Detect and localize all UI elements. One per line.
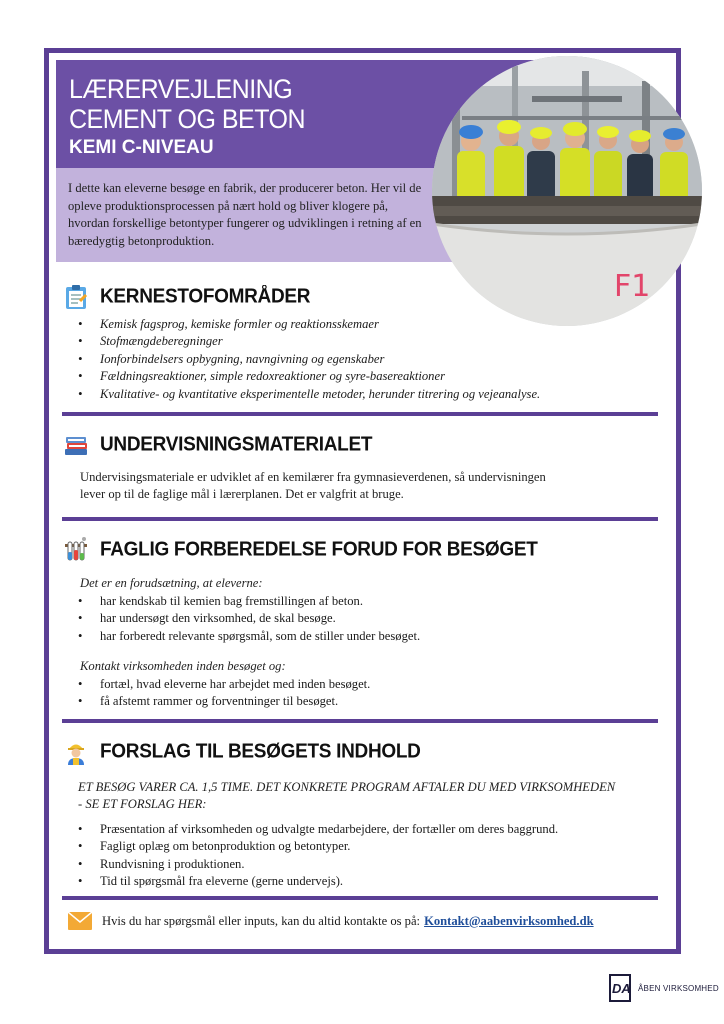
section-title: FAGLIG FORBEREDELSE FORUD FOR BESØGET bbox=[100, 538, 538, 561]
list-item: • Fældningsreaktioner, simple redoxreaktioner og syre-basereaktioner bbox=[78, 368, 540, 385]
section-title: FORSLAG TIL BESØGETS INDHOLD bbox=[100, 740, 421, 763]
section-divider bbox=[62, 896, 658, 900]
section-header-materiale bbox=[62, 430, 372, 460]
list-item: • Kemisk fagsprog, kemiske formler og reaktionsskemaer bbox=[78, 316, 540, 333]
section-title: UNDERVISNINGSMATERIALET bbox=[100, 433, 373, 456]
forslag-intro-line-2: - SE ET FORSLAG HER: bbox=[78, 797, 207, 811]
logo-mark bbox=[608, 973, 632, 1003]
list-item: • Præsentation af virksomheden og udvalgte medarbejdere, der fortæller om deres baggrund. bbox=[78, 821, 558, 838]
materiale-text-line-2: lever op til de faglige mål i lærerplanen. Det er valgfrit at bruge. bbox=[80, 487, 404, 501]
forberedelse-list-2 bbox=[78, 676, 370, 711]
contact-email-link[interactable]: Kontakt@aabenvirksomhed.dk bbox=[424, 913, 594, 928]
worker-icon bbox=[62, 738, 90, 766]
forslag-intro-line-1: ET BESØG VARER CA. 1,5 TIME. DET KONKRETE PROGRAM AFTALER DU MED VIRKSOMHEDEN bbox=[78, 780, 616, 794]
section-header-kernestof bbox=[62, 282, 310, 312]
logo-name: ÅBEN VIRKSOMHED bbox=[638, 983, 719, 993]
list-item: • Tid til spørgsmål fra eleverne (gerne undervejs). bbox=[78, 873, 558, 890]
factory-visit-image bbox=[432, 56, 702, 326]
clipboard-icon bbox=[62, 283, 90, 311]
subtitle-level: KEMI C-NIVEAU bbox=[69, 137, 214, 158]
section-divider bbox=[62, 517, 658, 521]
list-item: • fortæl, hvad eleverne har arbejdet med inden besøget. bbox=[78, 676, 370, 693]
list-item: • få afstemt rammer og forventninger til besøget. bbox=[78, 693, 370, 710]
factory-photo bbox=[432, 56, 702, 326]
section-divider bbox=[62, 412, 658, 416]
kernestof-list bbox=[78, 316, 540, 403]
section-header-forberedelse bbox=[62, 535, 538, 565]
title-line-1: LÆRERVEJLENING bbox=[69, 74, 293, 105]
list-item: • Stofmængdeberegninger bbox=[78, 333, 540, 350]
books-icon bbox=[62, 431, 90, 459]
list-item: • Kvalitative- og kvantitative eksperimentelle metoder, herunder titrering og vejeanalyse. bbox=[78, 386, 540, 403]
test-tubes-icon bbox=[62, 536, 90, 564]
title-line-2: CEMENT OG BETON bbox=[69, 104, 306, 135]
intro-text: I dette kan eleverne besøge en fabrik, der producerer beton. Her vil de opleve produktionsprocessen på nært hold og bliver klogere på, hvordan forskellige betontyper fungerer og udviklingen i retning af en bæredygtig betonproduktion. bbox=[68, 181, 422, 248]
forberedelse-lead-2: Kontakt virksomheden inden besøget og: bbox=[80, 659, 286, 673]
forslag-list bbox=[78, 821, 558, 891]
materiale-text-line-1: Undervisingsmateriale er udviklet af en kemilærer fra gymnasieverdenen, så undervisningen bbox=[80, 470, 546, 484]
contact-line bbox=[68, 912, 594, 930]
brand-logo bbox=[608, 973, 719, 1003]
section-divider bbox=[62, 719, 658, 723]
section-title: KERNESTOFOMRÅDER bbox=[100, 285, 311, 308]
forberedelse-list-1 bbox=[78, 593, 420, 645]
list-item: • Ionforbindelsers opbygning, navngivning og egenskaber bbox=[78, 351, 540, 368]
envelope-icon bbox=[68, 912, 92, 930]
list-item: • har forberedt relevante spørgsmål, som de stiller under besøget. bbox=[78, 628, 420, 645]
list-item: • Rundvisning i produktionen. bbox=[78, 856, 558, 873]
logo-mark-text: DA bbox=[612, 981, 631, 996]
forberedelse-lead-1: Det er en forudsætning, at eleverne: bbox=[80, 576, 263, 590]
list-item: • har undersøgt den virksomhed, de skal besøge. bbox=[78, 610, 420, 627]
list-item: • har kendskab til kemien bag fremstillingen af beton. bbox=[78, 593, 420, 610]
tank-marking: F1 bbox=[614, 269, 651, 304]
list-item: • Fagligt oplæg om betonproduktion og betontyper. bbox=[78, 838, 558, 855]
contact-text: Hvis du har spørgsmål eller inputs, kan du altid kontakte os på: bbox=[102, 913, 421, 928]
section-header-forslag bbox=[62, 737, 421, 767]
